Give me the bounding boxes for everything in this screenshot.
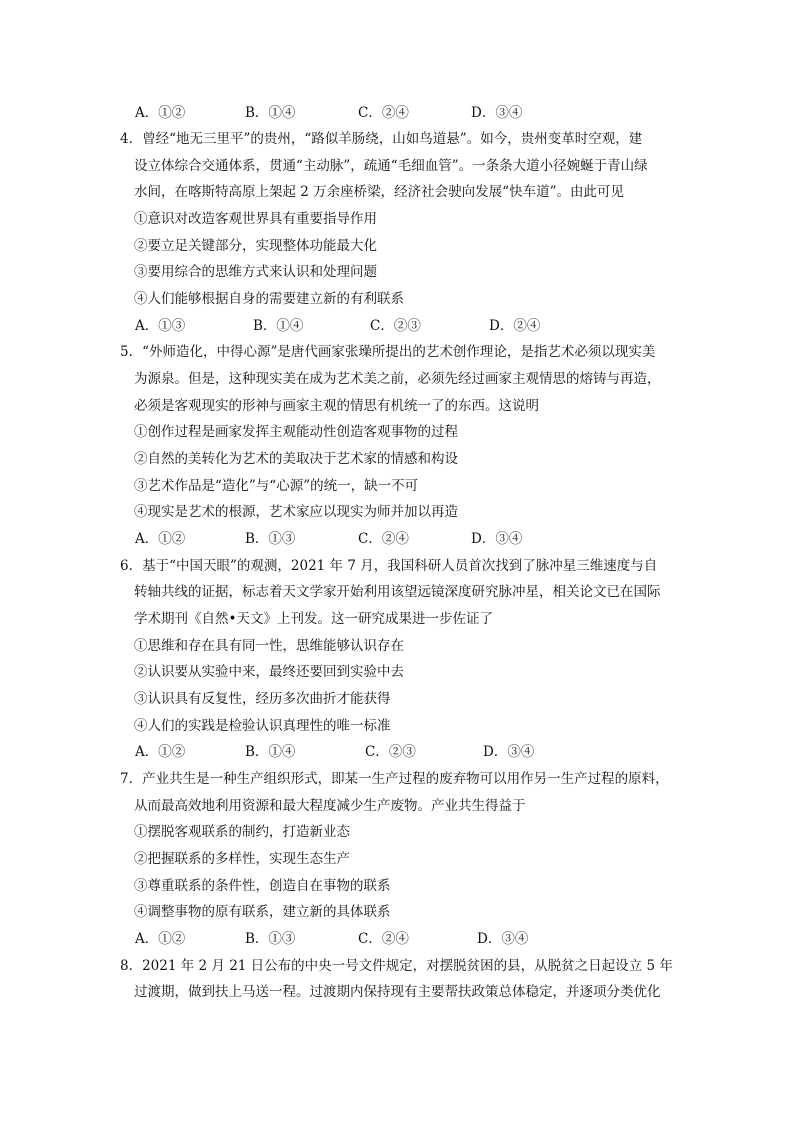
q6-option-c: C．②③ xyxy=(365,744,416,760)
q4-item-1: ①意识对改造客观世界具有重要指导作用 xyxy=(134,211,377,227)
q6-option-d: D．③④ xyxy=(483,744,535,760)
q5-item-4: ④现实是艺术的根源，艺术家应以现实为师并加以再造 xyxy=(134,504,458,520)
q5-stem-line-3: 必须是客观现实的形神与画家主观的情思有机统一了的东西。这说明 xyxy=(134,398,539,414)
q4-option-b: B．①④ xyxy=(253,318,304,334)
q3-option-b: B．①④ xyxy=(245,105,296,121)
q5-option-b: B．①③ xyxy=(245,531,296,547)
q4-option-d: D．②④ xyxy=(489,318,541,334)
q7-item-4: ④调整事物的原有联系，建立新的具体联系 xyxy=(134,904,391,920)
q8-stem-line-2: 过渡期，做到扶上马送一程。过渡期内保持现有主要帮扶政策总体稳定，并逐项分类优化 xyxy=(134,984,661,1000)
q4-item-3: ③要用综合的思维方式来认识和处理问题 xyxy=(134,264,377,280)
q6-item-2: ②认识要从实验中来，最终还要回到实验中去 xyxy=(134,664,404,680)
q7-option-c: C．②④ xyxy=(358,931,409,947)
q4-stem-line-3: 水间，在喀斯特高原上架起 2 万余座桥梁，经济社会驶向发展“快车道”。由此可见 xyxy=(134,184,624,200)
q6-item-3: ③认识具有反复性，经历多次曲折才能获得 xyxy=(134,691,391,707)
q7-item-1: ①摆脱客观联系的制约，打造新业态 xyxy=(134,824,350,840)
q5-stem-line-1: 5．“外师造化，中得心源”是唐代画家张璪所提出的艺术创作理论，是指艺术必须以现实美 xyxy=(120,344,656,360)
q7-option-b: B．①③ xyxy=(245,931,296,947)
q7-item-3: ③尊重联系的条件性，创造自在事物的联系 xyxy=(134,878,391,894)
q4-option-c: C．②③ xyxy=(370,318,421,334)
q5-item-3: ③艺术作品是“造化”与“心源”的统一，缺一不可 xyxy=(134,478,419,494)
q6-item-1: ①思维和存在具有同一性，思维能够认识存在 xyxy=(134,638,404,654)
q5-option-a: A．①② xyxy=(135,531,186,547)
q4-stem-line-2: 设立体综合交通体系，贯通“主动脉”，疏通“毛细血管”。一条条大道小径婉蜒于青山绿 xyxy=(134,158,648,174)
q7-stem-line-2: 从而最高效地利用资源和最大程度减少生产废物。产业共生得益于 xyxy=(134,798,526,814)
q6-stem-line-3: 学术期刊《自然•天文》上刊发。这一研究成果进一步佐证了 xyxy=(134,611,493,627)
q6-stem-line-1: 6．基于“中国天眼”的观测，2021 年 7 月，我国科研人员首次找到了脉冲星三维速度与自 xyxy=(120,558,658,574)
q7-item-2: ②把握联系的多样性，实现生态生产 xyxy=(134,851,350,867)
q3-option-a: A．①② xyxy=(135,105,186,121)
q8-stem-line-1: 8．2021 年 2 月 21 日公布的中央一号文件规定，对摆脱贫困的县，从脱贫之日起设立 5 年 xyxy=(120,958,673,974)
q5-stem-line-2: 为源泉。但是，这种现实美在成为艺术美之前，必须先经过画家主观情思的熔铸与再造， xyxy=(134,371,661,387)
q4-item-4: ④人们能够根据自身的需要建立新的有利联系 xyxy=(134,291,404,307)
q4-option-a: A．①③ xyxy=(135,318,186,334)
q3-option-c: C．②④ xyxy=(358,105,409,121)
q6-option-a: A．①② xyxy=(135,744,186,760)
q5-option-c: C．②④ xyxy=(358,531,409,547)
q5-item-1: ①创作过程是画家发挥主观能动性创造客观事物的过程 xyxy=(134,424,458,440)
q6-stem-line-2: 转轴共线的证据，标志着天文学家开始利用该望远镜深度研究脉冲星，相关论文已在国际 xyxy=(134,584,661,600)
q5-item-2: ②自然的美转化为艺术的美取决于艺术家的情感和构设 xyxy=(134,451,458,467)
q3-option-d: D．③④ xyxy=(471,105,523,121)
q6-item-4: ④人们的实践是检验认识真理性的唯一标准 xyxy=(134,718,391,734)
q4-item-2: ②要立足关键部分，实现整体功能最大化 xyxy=(134,238,377,254)
q6-option-b: B．①④ xyxy=(245,744,296,760)
q7-option-d: D．③④ xyxy=(477,931,529,947)
q4-stem-line-1: 4．曾经“地无三里平”的贵州，“路似羊肠绕，山如鸟道悬”。如今，贵州变革时空观，建 xyxy=(120,131,643,147)
q7-stem-line-1: 7．产业共生是一种生产组织形式，即某一生产过程的废弃物可以用作另一生产过程的原料， xyxy=(120,771,669,787)
q5-option-d: D．③④ xyxy=(471,531,523,547)
q7-option-a: A．①② xyxy=(135,931,186,947)
